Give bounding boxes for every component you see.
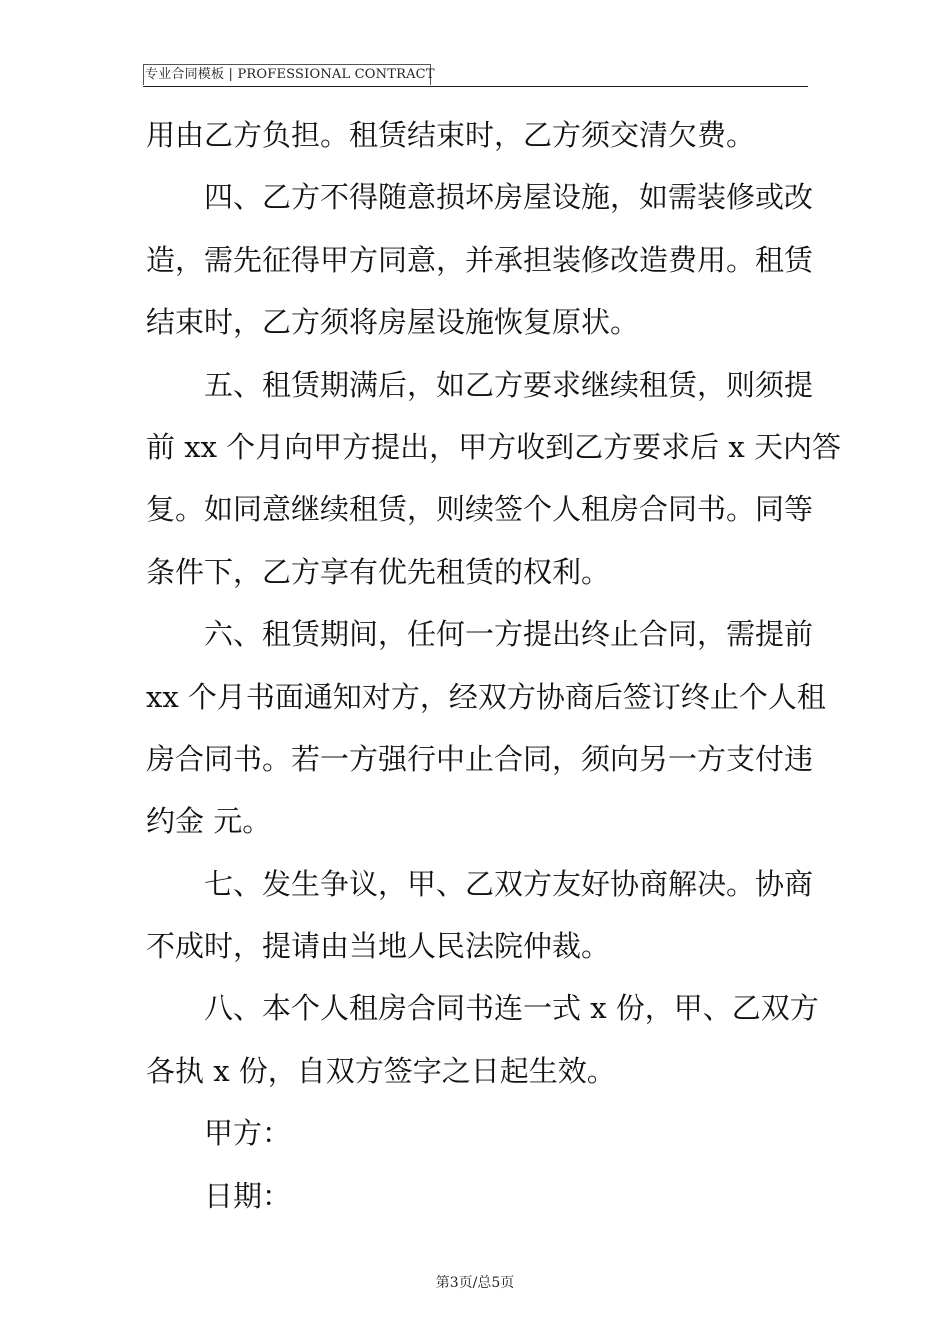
body-line: 七、发生争议，甲、乙双方友好协商解决。协商 <box>204 866 814 901</box>
body-line: 用由乙方负担。租赁结束时，乙方须交清欠费。 <box>146 118 756 152</box>
page-number: 第3页/总5页 <box>435 1275 515 1291</box>
body-line: 造，需先征得甲方同意，并承担装修改造费用。租赁 <box>146 242 814 277</box>
body-line: xx 个月书面通知对方，经双方协商后签订终止个人租 <box>146 679 826 714</box>
body-line: 结束时，乙方须将房屋设施恢复原状。 <box>146 305 640 340</box>
page-footer <box>0 1272 950 1292</box>
body-line: 复。如同意继续租赁，则续签个人租房合同书。同等 <box>146 492 814 527</box>
body-line: 房合同书。若一方强行中止合同，须向另一方支付违 <box>146 741 814 776</box>
page-header <box>143 64 808 87</box>
body-line: 六、租赁期间，任何一方提出终止合同，需提前 <box>204 617 814 652</box>
body-line: 各执 x 份，自双方签字之日起生效。 <box>146 1053 616 1088</box>
body-line: 前 xx 个月向甲方提出，甲方收到乙方要求后 x 天内答 <box>146 429 841 464</box>
body-line: 条件下，乙方享有优先租赁的权利。 <box>146 554 611 589</box>
signature-date-label: 日期： <box>204 1178 292 1213</box>
document-body <box>146 104 841 1227</box>
body-line: 约金 元。 <box>146 804 272 839</box>
body-line: 五、租赁期满后，如乙方要求继续租赁，则须提 <box>204 367 814 402</box>
body-line: 不成时，提请由当地人民法院仲裁。 <box>146 929 611 964</box>
body-line: 四、乙方不得随意损坏房屋设施，如需装修或改 <box>204 180 814 215</box>
header-text: 专业合同模板 | PROFESSIONAL CONTRACT <box>145 67 435 82</box>
signature-party-a-label: 甲方： <box>204 1116 292 1151</box>
body-line: 八、本个人租房合同书连一式 x 份，甲、乙双方 <box>204 991 819 1026</box>
